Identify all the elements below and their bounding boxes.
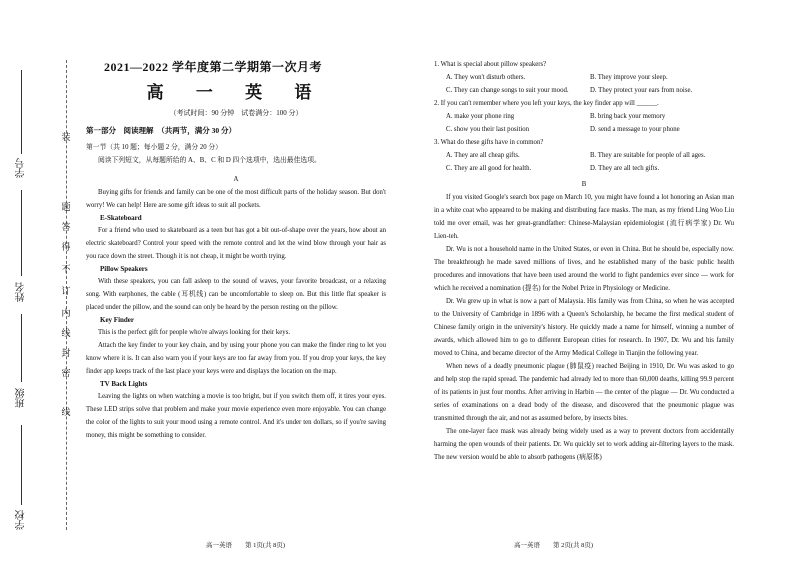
name-line: [21, 190, 22, 276]
seal-char: 封: [61, 348, 71, 358]
class-label: 班级: [16, 388, 27, 408]
seal-char: 不: [61, 264, 71, 274]
passage-b-paragraph-3: Dr. Wu grew up in what is now a part of Malaysia. His family was from China, so when he was accepted to the University of Cambridge in 1896 with a Queen's Scholarship, he became the first medical student of Chinese family origin in the university's history. He quickly made a name for himself, winning a number of awards, which allowed him to go to different European cities for research. In 1907, Dr. Wu and his family moved to China, and became director of the Army Medical College in Tianjin the following year.: [434, 298, 734, 357]
passage-b-letter: B: [581, 181, 587, 188]
heading-tv-back-lights: TV Back Lights: [100, 380, 148, 388]
seal-char: 答: [61, 222, 71, 232]
paragraph-tv-back-lights: Leaving the lights on when watching a movie is too bright, but if you switch them off, it tires your eyes. These LED strips solve that problem and make your movie experience even more enjoyable. You can change the color of the lights to suit your mood using a remote control. And it's under ten dollars, so if you're saving money, this might be something to consider.: [86, 393, 386, 439]
school-label: 学校: [16, 510, 27, 530]
binding-margin: [0, 0, 80, 561]
section-note: 第一节（共 10 题；每小题 2 分，满分 20 分）: [86, 144, 222, 151]
option: A. make your phone ring: [446, 113, 515, 120]
name-label: 姓名: [16, 282, 27, 302]
seal-char-mid: 订: [61, 286, 71, 296]
option: B. bring back your memory: [590, 113, 666, 120]
seal-char: 题: [61, 202, 71, 212]
heading-key-finder: Key Finder: [100, 316, 135, 324]
part1-heading: 第一部分 阅读理解 （共两节，满分 30 分）: [86, 126, 236, 135]
part1-block: [86, 124, 386, 442]
question-stem: 2. If you can't remember where you left your keys, the key finder app will ______.: [434, 100, 659, 107]
seal-char-bot: 线: [61, 407, 71, 417]
subject-title: 高 一 英 语: [146, 83, 326, 102]
option: B. They are suitable for people of all ages.: [590, 152, 706, 159]
option: B. They improve your sleep.: [590, 74, 668, 81]
option: D. They protect your ears from noise.: [590, 87, 693, 94]
heading-e-skateboard: E-Skateboard: [100, 214, 142, 222]
passage-b-paragraph-2: Dr. Wu is not a household name in the United States, or even in China. But he should be, especially now. The breakthrough he made saved millions of lives, and he established many of the basic public health procedures and innovations that have been used around the world to fight pandemics ever since — work for which he received a nomination (提名) for the Nobel Prize in Physiology or Medicine.: [434, 246, 734, 292]
student-id-line: [21, 70, 22, 154]
student-id-label: 学号: [16, 158, 27, 178]
options-row: [434, 71, 734, 84]
question-stem: 1. What is special about pillow speakers?: [434, 61, 547, 68]
passage-b-paragraph-4: When news of a deadly pneumonic plague (肺鼠疫) reached Beijing in 1910, Dr. Wu was asked to go and help stop the rapid spread. The pandemic had already led to more than 60,000 deaths, killing 99.9 percent of its patients in just four months. After arriving in Harbin — the center of the plague — Dr. Wu conducted a series of examinations on a dead body of the disease, and discovered that the pneumonic plague was transmitted through the air, and not as assumed before, by insects bites.: [434, 363, 734, 422]
passage-b-paragraph-1: If you visited Google's search box page on March 10, you might have found a lot honoring an Asian man in a white coat who appeared to be making and distributing face masks. The man, as my friend Ling Woo Liu told me over email, was her great-grandfather: Chinese-Malaysian epidemiologist (流行病学家) Dr. Wu Lien-teh.: [434, 194, 734, 240]
passage-b-paragraph-5: The one-layer face mask was already being widely used as a way to prevent doctors from accidentally harming the open wounds of their patients. Dr. Wu quickly set to work adding air-filtering layers to the mask. The new version would be able to absorb pathogens (病原体): [434, 428, 734, 461]
paragraph-pillow-speakers: With these speakers, you can fall asleep to the sound of waves, your favorite broadcast, or a relaxing song. With earphones, the cable (耳机线) can be uncomfortable to sleep on. But this little flat speaker is placed under the pillow, and the sound can only be heard by the person resting on the pillow.: [86, 278, 386, 311]
option: D. They are all tech gifts.: [590, 165, 660, 172]
options-row: [434, 123, 734, 136]
seal-char-top: 装: [61, 132, 71, 142]
page-footer-left: 高一英语 第 1页(共 8页): [206, 542, 286, 549]
exam-info: （考试时间：90 分钟 试卷满分：100 分）: [169, 109, 303, 117]
question-stem: 3. What do these gifts have in common?: [434, 139, 544, 146]
seal-char: 得: [61, 242, 71, 252]
paragraph-e-skateboard: For a friend who used to skateboard as a teen but has got a bit out-of-shape over the years, how about an electric skateboard? Control your speed with the remote control and let the wind blow through your hair as you race down the street. Though it is not cheap, it might be worth trying.: [86, 227, 386, 260]
page-footer-right: 高一英语 第 2页(共 8页): [514, 542, 594, 549]
option: C. They are all good for health.: [446, 165, 532, 172]
option: D. send a message to your phone: [590, 126, 680, 133]
seal-char: 内: [61, 308, 71, 318]
page-2: [434, 0, 734, 561]
instruction: 阅读下列短文，从每题所给的 A、B、C 和 D 四个选项中，选出最佳选项。: [98, 157, 321, 164]
page-1: [86, 0, 386, 561]
passage-a-letter: A: [233, 176, 239, 183]
exam-title: 2021—2022 学年度第二学期第一次月考: [104, 60, 323, 74]
option: A. They are all cheap gifts.: [446, 152, 520, 159]
options-row: [434, 84, 734, 97]
class-line: [21, 314, 22, 382]
paragraph-key-finder-2: Attach the key finder to your key chain, and by using your phone you can make the finder ring to let you know where it is. It can also warn you if your keys are too far away from you. If you drop your keys, the key finder app keeps track of the last place your keys were and displays the location on the map.: [86, 342, 386, 375]
passage-a-intro: Buying gifts for friends and family can be one of the most difficult parts of the holiday season. But don't worry! We can help! Here are some gift ideas to suit all pockets.: [86, 189, 386, 209]
options-row: [434, 149, 734, 162]
paragraph-key-finder-1: This is the perfect gift for people who're always looking for their keys.: [98, 329, 291, 336]
option: A. They won't disturb others.: [446, 74, 526, 81]
questions-block: [434, 58, 734, 464]
option: C. show you their last position: [446, 126, 530, 133]
options-row: [434, 162, 734, 175]
school-line: [21, 425, 22, 505]
option: C. They can change songs to suit your mood.: [446, 87, 569, 94]
seal-char: 密: [61, 368, 71, 378]
heading-pillow-speakers: Pillow Speakers: [100, 265, 148, 273]
options-row: [434, 110, 734, 123]
seal-char: 线: [61, 328, 71, 338]
